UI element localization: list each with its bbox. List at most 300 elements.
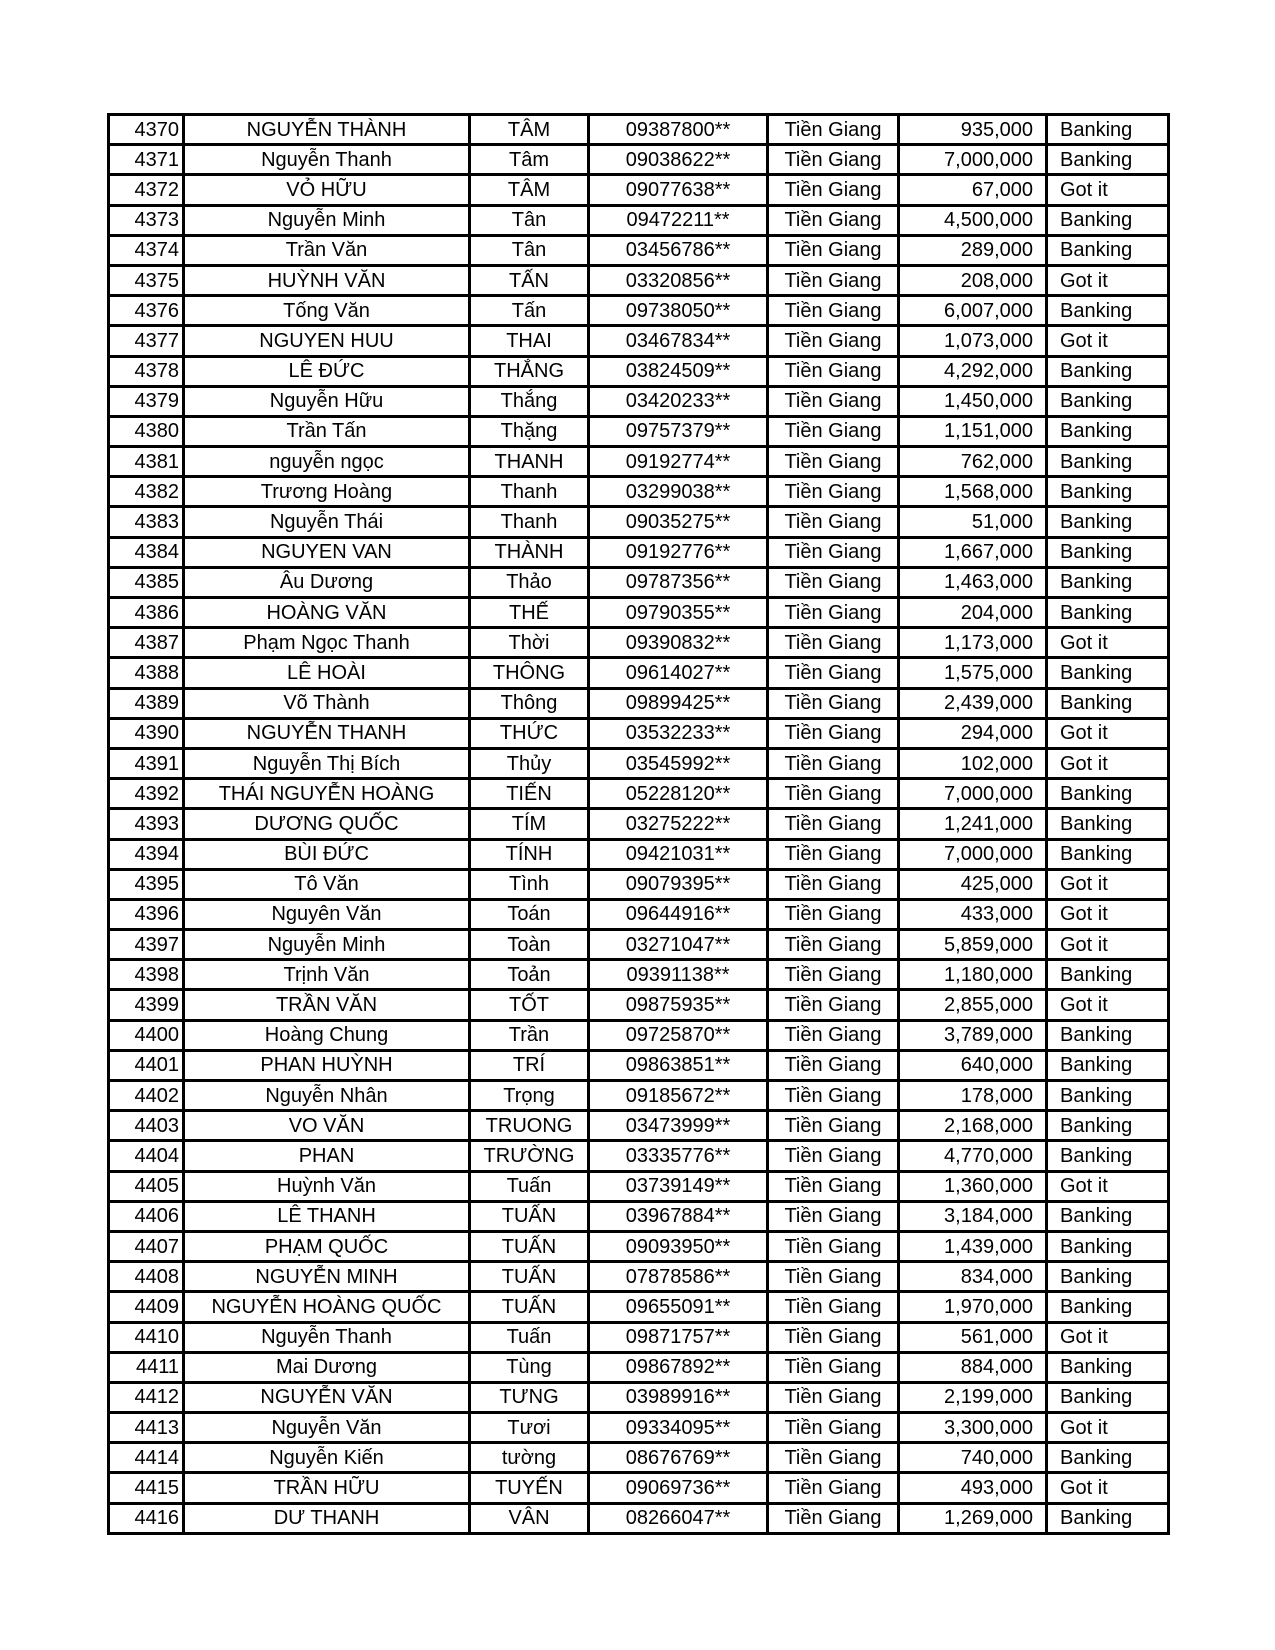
ordinal-cell: 4375 xyxy=(109,265,184,295)
ordinal-cell: 4374 xyxy=(109,235,184,265)
ordinal-cell: 4400 xyxy=(109,1020,184,1050)
amount-cell: 4,770,000 xyxy=(899,1141,1047,1171)
given-name-cell: Tâm xyxy=(470,145,589,175)
amount-cell: 834,000 xyxy=(899,1262,1047,1292)
table-row xyxy=(109,567,1169,597)
surname-cell: DƯƠNG QUỐC xyxy=(184,809,470,839)
table-row xyxy=(109,447,1169,477)
surname-cell: Mai Dương xyxy=(184,1352,470,1382)
phone-masked-cell: 03456786** xyxy=(589,235,768,265)
province-cell: Tiền Giang xyxy=(768,1020,899,1050)
ordinal-cell: 4392 xyxy=(109,779,184,809)
ordinal-cell: 4388 xyxy=(109,658,184,688)
given-name-cell: Tuấn xyxy=(470,1322,589,1352)
surname-cell: Phạm Ngọc Thanh xyxy=(184,628,470,658)
surname-cell: Nguyễn Thanh xyxy=(184,1322,470,1352)
amount-cell: 2,168,000 xyxy=(899,1111,1047,1141)
amount-cell: 1,360,000 xyxy=(899,1171,1047,1201)
given-name-cell: Thảo xyxy=(470,567,589,597)
status-cell: Got it xyxy=(1047,990,1169,1020)
surname-cell: PHAN xyxy=(184,1141,470,1171)
phone-masked-cell: 03420233** xyxy=(589,386,768,416)
amount-cell: 2,855,000 xyxy=(899,990,1047,1020)
amount-cell: 2,439,000 xyxy=(899,688,1047,718)
amount-cell: 1,269,000 xyxy=(899,1503,1047,1533)
status-cell: Banking xyxy=(1047,809,1169,839)
surname-cell: Âu Dương xyxy=(184,567,470,597)
ordinal-cell: 4397 xyxy=(109,930,184,960)
status-cell: Banking xyxy=(1047,1443,1169,1473)
province-cell: Tiền Giang xyxy=(768,296,899,326)
given-name-cell: TUẤN xyxy=(470,1231,589,1261)
table-row xyxy=(109,809,1169,839)
status-cell: Banking xyxy=(1047,567,1169,597)
surname-cell: LÊ THANH xyxy=(184,1201,470,1231)
amount-cell: 102,000 xyxy=(899,748,1047,778)
phone-masked-cell: 09472211** xyxy=(589,205,768,235)
ordinal-cell: 4416 xyxy=(109,1503,184,1533)
status-cell: Got it xyxy=(1047,930,1169,960)
status-cell: Banking xyxy=(1047,416,1169,446)
amount-cell: 4,292,000 xyxy=(899,356,1047,386)
status-cell: Got it xyxy=(1047,265,1169,295)
given-name-cell: Thanh xyxy=(470,507,589,537)
surname-cell: Nguyễn Thanh xyxy=(184,145,470,175)
given-name-cell: VÂN xyxy=(470,1503,589,1533)
status-cell: Banking xyxy=(1047,779,1169,809)
table-row xyxy=(109,386,1169,416)
table-row xyxy=(109,839,1169,869)
given-name-cell: Tân xyxy=(470,205,589,235)
table-row xyxy=(109,507,1169,537)
ordinal-cell: 4412 xyxy=(109,1382,184,1412)
ordinal-cell: 4414 xyxy=(109,1443,184,1473)
table-row xyxy=(109,1171,1169,1201)
given-name-cell: Thông xyxy=(470,688,589,718)
province-cell: Tiền Giang xyxy=(768,809,899,839)
table-row xyxy=(109,175,1169,205)
surname-cell: TRẦN VĂN xyxy=(184,990,470,1020)
province-cell: Tiền Giang xyxy=(768,628,899,658)
given-name-cell: TÂM xyxy=(470,115,589,145)
province-cell: Tiền Giang xyxy=(768,779,899,809)
amount-cell: 294,000 xyxy=(899,718,1047,748)
status-cell: Banking xyxy=(1047,447,1169,477)
phone-masked-cell: 03824509** xyxy=(589,356,768,386)
status-cell: Got it xyxy=(1047,1413,1169,1443)
status-cell: Got it xyxy=(1047,869,1169,899)
given-name-cell: tường xyxy=(470,1443,589,1473)
status-cell: Banking xyxy=(1047,1111,1169,1141)
surname-cell: LÊ ĐỨC xyxy=(184,356,470,386)
phone-masked-cell: 09390832** xyxy=(589,628,768,658)
ordinal-cell: 4383 xyxy=(109,507,184,537)
status-cell: Banking xyxy=(1047,1382,1169,1412)
table-row xyxy=(109,1292,1169,1322)
province-cell: Tiền Giang xyxy=(768,960,899,990)
ordinal-cell: 4393 xyxy=(109,809,184,839)
status-cell: Banking xyxy=(1047,1020,1169,1050)
given-name-cell: THÀNH xyxy=(470,537,589,567)
province-cell: Tiền Giang xyxy=(768,205,899,235)
status-cell: Got it xyxy=(1047,628,1169,658)
surname-cell: HOÀNG VĂN xyxy=(184,598,470,628)
given-name-cell: TÍM xyxy=(470,809,589,839)
phone-masked-cell: 03989916** xyxy=(589,1382,768,1412)
table-row xyxy=(109,477,1169,507)
ordinal-cell: 4410 xyxy=(109,1322,184,1352)
status-cell: Banking xyxy=(1047,296,1169,326)
province-cell: Tiền Giang xyxy=(768,1292,899,1322)
given-name-cell: TIẾN xyxy=(470,779,589,809)
surname-cell: Nguyễn Kiến xyxy=(184,1443,470,1473)
given-name-cell: Trần xyxy=(470,1020,589,1050)
province-cell: Tiền Giang xyxy=(768,235,899,265)
amount-cell: 1,173,000 xyxy=(899,628,1047,658)
phone-masked-cell: 09077638** xyxy=(589,175,768,205)
surname-cell: NGUYỄN MINH xyxy=(184,1262,470,1292)
given-name-cell: Toản xyxy=(470,960,589,990)
province-cell: Tiền Giang xyxy=(768,1050,899,1080)
amount-cell: 884,000 xyxy=(899,1352,1047,1382)
phone-masked-cell: 03532233** xyxy=(589,718,768,748)
phone-masked-cell: 09387800** xyxy=(589,115,768,145)
ordinal-cell: 4381 xyxy=(109,447,184,477)
surname-cell: Nguyễn Thị Bích xyxy=(184,748,470,778)
table-row xyxy=(109,748,1169,778)
ordinal-cell: 4404 xyxy=(109,1141,184,1171)
status-cell: Banking xyxy=(1047,1292,1169,1322)
ordinal-cell: 4409 xyxy=(109,1292,184,1322)
surname-cell: nguyễn ngọc xyxy=(184,447,470,477)
given-name-cell: TRÍ xyxy=(470,1050,589,1080)
surname-cell: NGUYEN VAN xyxy=(184,537,470,567)
table-row xyxy=(109,1473,1169,1503)
table-row xyxy=(109,718,1169,748)
phone-masked-cell: 03967884** xyxy=(589,1201,768,1231)
phone-masked-cell: 09038622** xyxy=(589,145,768,175)
given-name-cell: TRUONG xyxy=(470,1111,589,1141)
phone-masked-cell: 03271047** xyxy=(589,930,768,960)
phone-masked-cell: 03335776** xyxy=(589,1141,768,1171)
amount-cell: 935,000 xyxy=(899,115,1047,145)
ordinal-cell: 4407 xyxy=(109,1231,184,1261)
amount-cell: 7,000,000 xyxy=(899,839,1047,869)
given-name-cell: Trọng xyxy=(470,1081,589,1111)
province-cell: Tiền Giang xyxy=(768,1141,899,1171)
table-row xyxy=(109,1141,1169,1171)
ordinal-cell: 4380 xyxy=(109,416,184,446)
province-cell: Tiền Giang xyxy=(768,326,899,356)
status-cell: Got it xyxy=(1047,1322,1169,1352)
table-row xyxy=(109,990,1169,1020)
amount-cell: 561,000 xyxy=(899,1322,1047,1352)
ordinal-cell: 4398 xyxy=(109,960,184,990)
province-cell: Tiền Giang xyxy=(768,658,899,688)
status-cell: Got it xyxy=(1047,175,1169,205)
phone-masked-cell: 07878586** xyxy=(589,1262,768,1292)
table-row xyxy=(109,1382,1169,1412)
amount-cell: 3,300,000 xyxy=(899,1413,1047,1443)
phone-masked-cell: 03739149** xyxy=(589,1171,768,1201)
amount-cell: 5,859,000 xyxy=(899,930,1047,960)
ordinal-cell: 4403 xyxy=(109,1111,184,1141)
given-name-cell: TUẤN xyxy=(470,1201,589,1231)
table-row xyxy=(109,1413,1169,1443)
status-cell: Banking xyxy=(1047,1262,1169,1292)
status-cell: Got it xyxy=(1047,899,1169,929)
table-row xyxy=(109,779,1169,809)
table-row xyxy=(109,416,1169,446)
ordinal-cell: 4384 xyxy=(109,537,184,567)
amount-cell: 640,000 xyxy=(899,1050,1047,1080)
amount-cell: 2,199,000 xyxy=(899,1382,1047,1412)
phone-masked-cell: 03545992** xyxy=(589,748,768,778)
table-row xyxy=(109,356,1169,386)
table-row xyxy=(109,235,1169,265)
status-cell: Banking xyxy=(1047,1050,1169,1080)
status-cell: Banking xyxy=(1047,386,1169,416)
surname-cell: NGUYỄN VĂN xyxy=(184,1382,470,1412)
phone-masked-cell: 09069736** xyxy=(589,1473,768,1503)
given-name-cell: Thời xyxy=(470,628,589,658)
given-name-cell: Thanh xyxy=(470,477,589,507)
ordinal-cell: 4396 xyxy=(109,899,184,929)
given-name-cell: THỨC xyxy=(470,718,589,748)
surname-cell: Hoàng Chung xyxy=(184,1020,470,1050)
amount-cell: 433,000 xyxy=(899,899,1047,929)
table-row xyxy=(109,1352,1169,1382)
phone-masked-cell: 08266047** xyxy=(589,1503,768,1533)
ordinal-cell: 4401 xyxy=(109,1050,184,1080)
table-row xyxy=(109,899,1169,929)
province-cell: Tiền Giang xyxy=(768,477,899,507)
given-name-cell: Toán xyxy=(470,899,589,929)
surname-cell: Trần Văn xyxy=(184,235,470,265)
phone-masked-cell: 03275222** xyxy=(589,809,768,839)
amount-cell: 1,450,000 xyxy=(899,386,1047,416)
given-name-cell: Tùng xyxy=(470,1352,589,1382)
status-cell: Banking xyxy=(1047,235,1169,265)
amount-cell: 67,000 xyxy=(899,175,1047,205)
table-row xyxy=(109,960,1169,990)
phone-masked-cell: 09192776** xyxy=(589,537,768,567)
ordinal-cell: 4391 xyxy=(109,748,184,778)
given-name-cell: TÂM xyxy=(470,175,589,205)
ordinal-cell: 4379 xyxy=(109,386,184,416)
table-row xyxy=(109,115,1169,145)
surname-cell: NGUYỄN HOÀNG QUỐC xyxy=(184,1292,470,1322)
province-cell: Tiền Giang xyxy=(768,930,899,960)
province-cell: Tiền Giang xyxy=(768,1111,899,1141)
status-cell: Banking xyxy=(1047,688,1169,718)
ordinal-cell: 4402 xyxy=(109,1081,184,1111)
phone-masked-cell: 09725870** xyxy=(589,1020,768,1050)
table-row xyxy=(109,628,1169,658)
ordinal-cell: 4399 xyxy=(109,990,184,1020)
given-name-cell: Thắng xyxy=(470,386,589,416)
status-cell: Banking xyxy=(1047,1231,1169,1261)
amount-cell: 1,568,000 xyxy=(899,477,1047,507)
surname-cell: Nguyễn Hữu xyxy=(184,386,470,416)
amount-cell: 1,241,000 xyxy=(899,809,1047,839)
status-cell: Banking xyxy=(1047,658,1169,688)
status-cell: Got it xyxy=(1047,326,1169,356)
table-row xyxy=(109,326,1169,356)
status-cell: Got it xyxy=(1047,1473,1169,1503)
phone-masked-cell: 09738050** xyxy=(589,296,768,326)
ordinal-cell: 4382 xyxy=(109,477,184,507)
table-row xyxy=(109,1111,1169,1141)
table-row xyxy=(109,296,1169,326)
phone-masked-cell: 09655091** xyxy=(589,1292,768,1322)
given-name-cell: TỐT xyxy=(470,990,589,1020)
province-cell: Tiền Giang xyxy=(768,115,899,145)
amount-cell: 1,575,000 xyxy=(899,658,1047,688)
table-row xyxy=(109,869,1169,899)
phone-masked-cell: 09790355** xyxy=(589,598,768,628)
surname-cell: Trần Tấn xyxy=(184,416,470,446)
table-row xyxy=(109,688,1169,718)
amount-cell: 178,000 xyxy=(899,1081,1047,1111)
table-row xyxy=(109,1322,1169,1352)
ordinal-cell: 4378 xyxy=(109,356,184,386)
amount-cell: 7,000,000 xyxy=(899,145,1047,175)
given-name-cell: TẤN xyxy=(470,265,589,295)
ordinal-cell: 4405 xyxy=(109,1171,184,1201)
amount-cell: 204,000 xyxy=(899,598,1047,628)
ordinal-cell: 4395 xyxy=(109,869,184,899)
given-name-cell: Tấn xyxy=(470,296,589,326)
amount-cell: 3,184,000 xyxy=(899,1201,1047,1231)
surname-cell: VO VĂN xyxy=(184,1111,470,1141)
status-cell: Banking xyxy=(1047,1201,1169,1231)
phone-masked-cell: 09614027** xyxy=(589,658,768,688)
given-name-cell: THAI xyxy=(470,326,589,356)
status-cell: Banking xyxy=(1047,507,1169,537)
phone-masked-cell: 09871757** xyxy=(589,1322,768,1352)
table-row xyxy=(109,537,1169,567)
amount-cell: 1,439,000 xyxy=(899,1231,1047,1261)
phone-masked-cell: 03320856** xyxy=(589,265,768,295)
phone-masked-cell: 05228120** xyxy=(589,779,768,809)
phone-masked-cell: 08676769** xyxy=(589,1443,768,1473)
given-name-cell: TƯNG xyxy=(470,1382,589,1412)
given-name-cell: THẮNG xyxy=(470,356,589,386)
amount-cell: 493,000 xyxy=(899,1473,1047,1503)
phone-masked-cell: 09185672** xyxy=(589,1081,768,1111)
province-cell: Tiền Giang xyxy=(768,839,899,869)
surname-cell: THÁI NGUYỄN HOÀNG xyxy=(184,779,470,809)
ordinal-cell: 4406 xyxy=(109,1201,184,1231)
amount-cell: 51,000 xyxy=(899,507,1047,537)
status-cell: Banking xyxy=(1047,960,1169,990)
surname-cell: TRẦN HỮU xyxy=(184,1473,470,1503)
status-cell: Banking xyxy=(1047,477,1169,507)
status-cell: Banking xyxy=(1047,537,1169,567)
amount-cell: 7,000,000 xyxy=(899,779,1047,809)
province-cell: Tiền Giang xyxy=(768,869,899,899)
phone-masked-cell: 09787356** xyxy=(589,567,768,597)
surname-cell: Nguyễn Thái xyxy=(184,507,470,537)
payout-table xyxy=(107,113,1170,1535)
ordinal-cell: 4371 xyxy=(109,145,184,175)
province-cell: Tiền Giang xyxy=(768,386,899,416)
surname-cell: Võ Thành xyxy=(184,688,470,718)
amount-cell: 3,789,000 xyxy=(899,1020,1047,1050)
amount-cell: 1,667,000 xyxy=(899,537,1047,567)
phone-masked-cell: 09421031** xyxy=(589,839,768,869)
surname-cell: PHAN HUỲNH xyxy=(184,1050,470,1080)
province-cell: Tiền Giang xyxy=(768,1081,899,1111)
province-cell: Tiền Giang xyxy=(768,1413,899,1443)
table-row xyxy=(109,1020,1169,1050)
ordinal-cell: 4413 xyxy=(109,1413,184,1443)
surname-cell: Nguyễn Văn xyxy=(184,1413,470,1443)
province-cell: Tiền Giang xyxy=(768,145,899,175)
status-cell: Got it xyxy=(1047,748,1169,778)
status-cell: Banking xyxy=(1047,1503,1169,1533)
status-cell: Banking xyxy=(1047,1081,1169,1111)
phone-masked-cell: 09867892** xyxy=(589,1352,768,1382)
province-cell: Tiền Giang xyxy=(768,447,899,477)
surname-cell: HUỲNH VĂN xyxy=(184,265,470,295)
surname-cell: Nguyễn Nhân xyxy=(184,1081,470,1111)
ordinal-cell: 4408 xyxy=(109,1262,184,1292)
given-name-cell: Tuấn xyxy=(470,1171,589,1201)
table-sheet xyxy=(107,113,1170,1535)
given-name-cell: THẾ xyxy=(470,598,589,628)
given-name-cell: Tình xyxy=(470,869,589,899)
phone-masked-cell: 09093950** xyxy=(589,1231,768,1261)
surname-cell: NGUYỄN THÀNH xyxy=(184,115,470,145)
surname-cell: VỎ HỮU xyxy=(184,175,470,205)
amount-cell: 1,151,000 xyxy=(899,416,1047,446)
table-row xyxy=(109,1262,1169,1292)
province-cell: Tiền Giang xyxy=(768,567,899,597)
amount-cell: 4,500,000 xyxy=(899,205,1047,235)
status-cell: Banking xyxy=(1047,205,1169,235)
surname-cell: Tống Văn xyxy=(184,296,470,326)
phone-masked-cell: 09757379** xyxy=(589,416,768,446)
phone-masked-cell: 09875935** xyxy=(589,990,768,1020)
province-cell: Tiền Giang xyxy=(768,1503,899,1533)
ordinal-cell: 4385 xyxy=(109,567,184,597)
table-row xyxy=(109,1503,1169,1533)
given-name-cell: TUYẾN xyxy=(470,1473,589,1503)
ordinal-cell: 4387 xyxy=(109,628,184,658)
given-name-cell: THÔNG xyxy=(470,658,589,688)
surname-cell: DƯ THANH xyxy=(184,1503,470,1533)
province-cell: Tiền Giang xyxy=(768,416,899,446)
status-cell: Banking xyxy=(1047,1141,1169,1171)
phone-masked-cell: 03299038** xyxy=(589,477,768,507)
status-cell: Banking xyxy=(1047,115,1169,145)
amount-cell: 1,463,000 xyxy=(899,567,1047,597)
amount-cell: 6,007,000 xyxy=(899,296,1047,326)
given-name-cell: Toàn xyxy=(470,930,589,960)
table-row xyxy=(109,930,1169,960)
given-name-cell: Tươi xyxy=(470,1413,589,1443)
phone-masked-cell: 03467834** xyxy=(589,326,768,356)
province-cell: Tiền Giang xyxy=(768,598,899,628)
table-row xyxy=(109,265,1169,295)
given-name-cell: THANH xyxy=(470,447,589,477)
province-cell: Tiền Giang xyxy=(768,507,899,537)
given-name-cell: TUẤN xyxy=(470,1292,589,1322)
surname-cell: Nguyễn Minh xyxy=(184,205,470,235)
amount-cell: 425,000 xyxy=(899,869,1047,899)
